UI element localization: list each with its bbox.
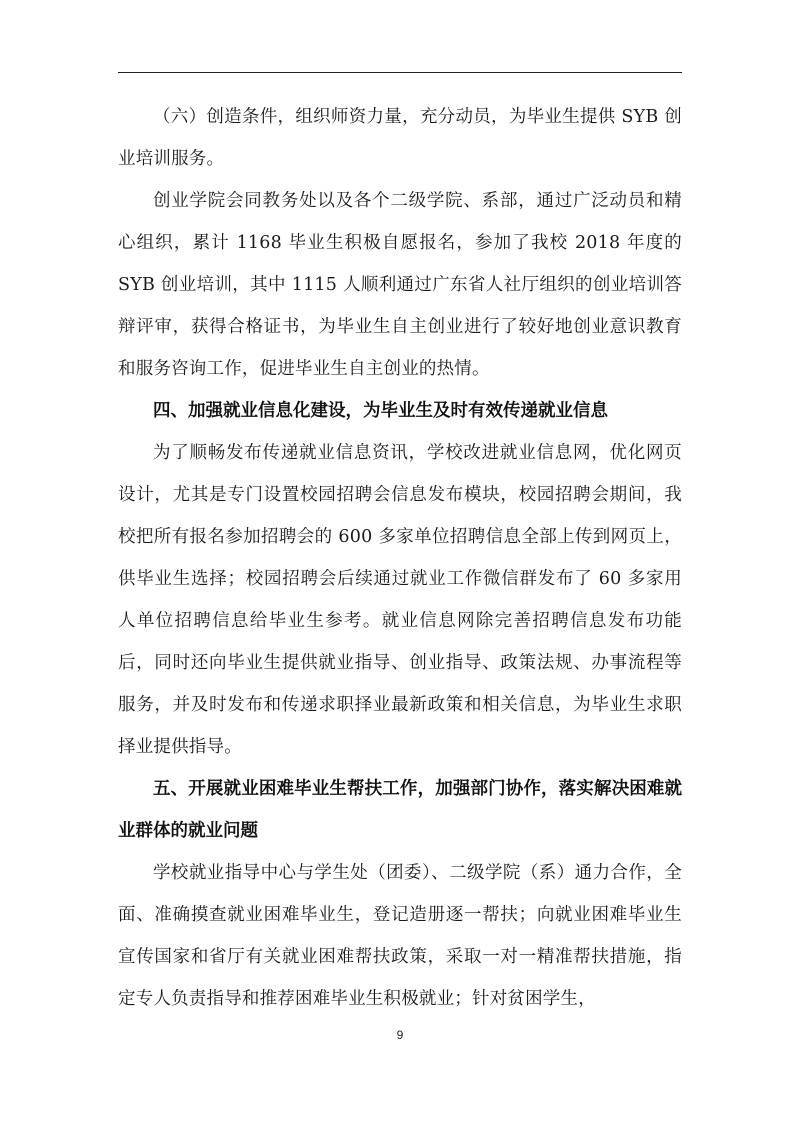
heading-section-5: 五、开展就业困难毕业生帮扶工作，加强部门协作，落实解决困难就业群体的就业问题 — [118, 779, 682, 841]
paragraph-syb-training: 创业学院会同教务处以及各个二级学院、系部，通过广泛动员和精心组织，累计 1168 毕业生积极自愿报名，参加了我校 2018 年度的 SYB 创业培训，其中 1115 人顺利通过广东省人社厅组织的创业培训答辩评审，获得合格证书，为毕业生自主创业进行了较好地创业意识教育和服务咨询工作，促进毕业生自主创业的热情。 — [118, 191, 682, 379]
page-number: 9 — [396, 1028, 404, 1042]
header-rule — [118, 72, 682, 73]
paragraph-assistance: 学校就业指导中心与学生处（团委）、二级学院（系）通力合作，全面、准确摸查就业困难毕业生，登记造册逐一帮扶；向就业困难毕业生宣传国家和省厅有关就业困难帮扶政策，采取一对一精准帮扶措施，指定专人负责指导和推荐困难毕业生积极就业；针对贫困学生， — [118, 863, 682, 1009]
page-body — [118, 96, 682, 1020]
paragraph-section-6-title: （六）创造条件，组织师资力量，充分动员，为毕业生提供 SYB 创业培训服务。 — [118, 107, 682, 169]
paragraph-employment-info: 为了顺畅发布传递就业信息资讯，学校改进就业信息网，优化网页设计，尤其是专门设置校园招聘会信息发布模块，校园招聘会期间，我校把所有报名参加招聘会的 600 多家单位招聘信息全部上传到网页上，供毕业生选择；校园招聘会后续通过就业工作微信群发布了 60 多家用人单位招聘信息给毕业生参考。就业信息网除完善招聘信息发布功能后，同时还向毕业生提供就业指导、创业指导、政策法规、办事流程等服务，并及时发布和传递求职择业最新政策和相关信息，为毕业生求职择业提供指导。 — [118, 443, 682, 757]
heading-section-4: 四、加强就业信息化建设，为毕业生及时有效传递就业信息 — [153, 401, 608, 421]
